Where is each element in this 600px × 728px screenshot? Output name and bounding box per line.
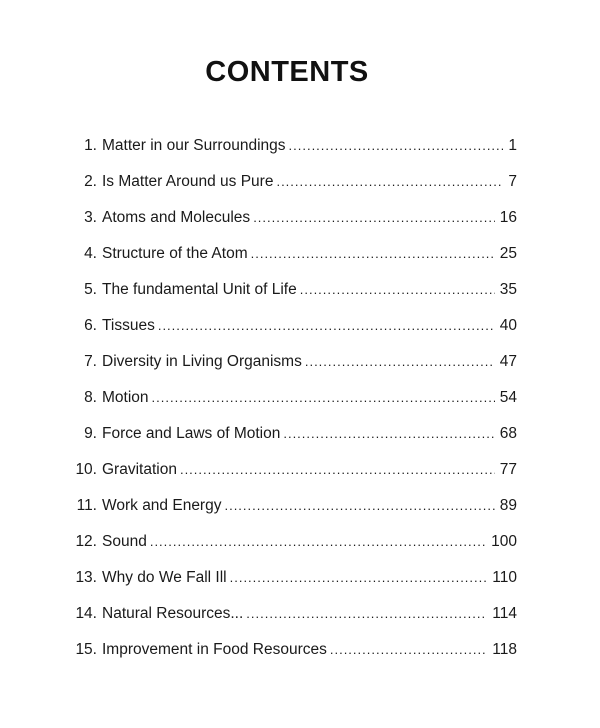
dot-leader [158, 308, 495, 344]
toc-entry-page: 25 [499, 245, 517, 262]
toc-entry [60, 272, 517, 308]
toc-entry-page: 40 [499, 317, 517, 334]
toc-entry-number: 15. [75, 641, 97, 658]
toc-entry [60, 596, 517, 632]
toc-entry [60, 236, 517, 272]
toc-entry [60, 488, 517, 524]
toc-entry-title: Is Matter Around us Pure [102, 173, 274, 190]
dot-leader [180, 452, 495, 488]
toc-entry [60, 452, 517, 488]
toc-entry-number: 9. [84, 425, 97, 442]
dot-leader [300, 272, 495, 308]
toc-entry [60, 380, 517, 416]
toc-entry-page: 77 [499, 461, 517, 478]
toc-entry-page: 16 [499, 209, 517, 226]
dot-leader [330, 632, 487, 668]
toc-entry-page: 54 [499, 389, 517, 406]
toc-entry-title: Improvement in Food Resources [102, 641, 327, 658]
toc-entry-number: 7. [84, 353, 97, 370]
toc-entry-title: Structure of the Atom [102, 245, 248, 262]
toc-entry-page: 110 [492, 569, 517, 586]
table-of-contents [60, 128, 517, 668]
toc-entry-page: 68 [499, 425, 517, 442]
dot-leader [305, 344, 495, 380]
toc-entry-number: 5. [84, 281, 97, 298]
toc-entry-page: 47 [499, 353, 517, 370]
toc-entry-number: 8. [84, 389, 97, 406]
toc-entry-page: 89 [499, 497, 517, 514]
dot-leader [251, 236, 495, 272]
toc-entry-number: 3. [84, 209, 97, 226]
toc-entry-title: Sound [102, 533, 147, 550]
toc-entry-number: 1. [84, 137, 97, 154]
dot-leader [253, 200, 495, 236]
toc-entry-page: 100 [491, 533, 517, 550]
toc-entry-title: Matter in our Surroundings [102, 137, 286, 154]
dot-leader [224, 488, 494, 524]
toc-entry-title: Natural Resources... [102, 605, 244, 622]
toc-entry-title: Motion [102, 389, 149, 406]
dot-leader [276, 164, 503, 200]
toc-entry-title: Diversity in Living Organisms [102, 353, 302, 370]
dot-leader [246, 596, 487, 632]
toc-entry-title: Tissues [102, 317, 155, 334]
toc-entry [60, 164, 517, 200]
toc-entry-page: 118 [492, 641, 517, 658]
toc-entry-number: 6. [84, 317, 97, 334]
toc-entry [60, 560, 517, 596]
toc-entry-title: Atoms and Molecules [102, 209, 251, 226]
dot-leader [152, 380, 495, 416]
dot-leader [289, 128, 504, 164]
toc-entry [60, 200, 517, 236]
toc-entry-page: 114 [492, 605, 517, 622]
toc-entry-number: 10. [75, 461, 97, 478]
toc-entry-number: 4. [84, 245, 97, 262]
toc-entry-number: 14. [75, 605, 97, 622]
toc-entry-number: 2. [84, 173, 97, 190]
toc-entry-title: The fundamental Unit of Life [102, 281, 297, 298]
toc-entry [60, 308, 517, 344]
page-title: CONTENTS [205, 56, 369, 88]
toc-entry-page: 35 [499, 281, 517, 298]
toc-entry-title: Why do We Fall Ill [102, 569, 227, 586]
toc-entry [60, 344, 517, 380]
dot-leader [230, 560, 488, 596]
dot-leader [150, 524, 486, 560]
toc-entry-title: Gravitation [102, 461, 177, 478]
toc-entry-page: 7 [508, 173, 517, 190]
toc-entry [60, 524, 517, 560]
toc-entry [60, 416, 517, 452]
toc-entry-number: 12. [75, 533, 97, 550]
toc-entry-page: 1 [508, 137, 517, 154]
dot-leader [283, 416, 494, 452]
toc-entry-title: Force and Laws of Motion [102, 425, 281, 442]
toc-entry [60, 128, 517, 164]
toc-entry-title: Work and Energy [102, 497, 222, 514]
toc-entry-number: 11. [76, 497, 97, 514]
toc-entry-number: 13. [75, 569, 97, 586]
toc-entry [60, 632, 517, 668]
